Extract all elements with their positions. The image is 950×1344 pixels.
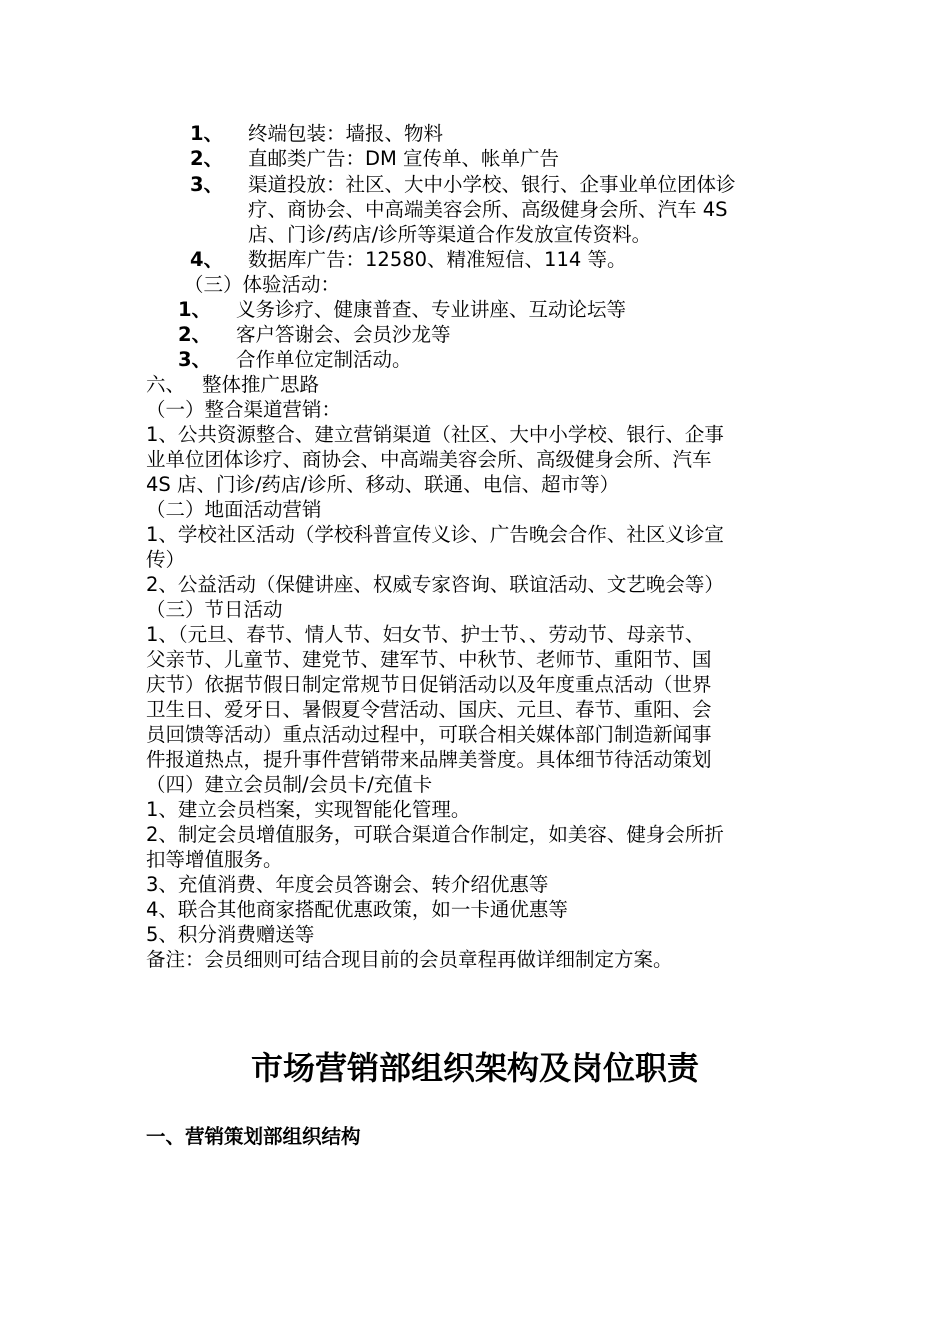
- heading-number: 六、: [146, 373, 186, 396]
- item-text-line: 店、门诊/药店/诊所等渠道合作发放宣传资料。: [248, 223, 652, 246]
- paragraph-line: 1、建立会员档案，实现智能化管理。: [146, 798, 471, 821]
- item-text: 终端包装：墙报、物料: [248, 122, 444, 145]
- paragraph-line: 员回馈等活动）重点活动过程中，可联合相关媒体部门制造新闻事: [146, 723, 712, 746]
- paragraph-line: 件报道热点，提升事件营销带来品牌美誉度。具体细节待活动策划: [146, 748, 712, 771]
- subheading-3: （三）节日活动: [146, 598, 283, 621]
- paragraph-line: 2、公益活动（保健讲座、权威专家咨询、联谊活动、文艺晚会等）: [146, 573, 724, 596]
- item-number: 2、: [178, 323, 212, 346]
- paragraph-line: 5、积分消费赠送等: [146, 923, 315, 946]
- paragraph-line: 2、制定会员增值服务，可联合渠道合作制定，如美容、健身会所折: [146, 823, 724, 846]
- paragraph-line: 庆节）依据节假日制定常规节日促销活动以及年度重点活动（世界: [146, 673, 712, 696]
- item-text: 义务诊疗、健康普查、专业讲座、互动论坛等: [236, 298, 627, 321]
- paragraph-line: 业单位团体诊疗、商协会、中高端美容会所、高级健身会所、汽车: [146, 448, 712, 471]
- heading-text: 整体推广思路: [202, 373, 320, 396]
- subheading-4: （四）建立会员制/会员卡/充值卡: [146, 773, 433, 796]
- item-number: 4、: [190, 248, 224, 271]
- paragraph-line: 扣等增值服务。: [146, 848, 283, 871]
- item-text: 合作单位定制活动。: [236, 348, 412, 371]
- item-number: 3、: [178, 348, 212, 371]
- item-text: 数据库广告：12580、精准短信、114 等。: [248, 248, 627, 271]
- item-number: 3、: [190, 173, 224, 196]
- paragraph-line: 4S 店、门诊/药店/诊所、移动、联通、电信、超市等）: [146, 473, 620, 496]
- note-line: 备注：会员细则可结合现目前的会员章程再做详细制定方案。: [146, 948, 673, 971]
- paragraph-line: 1、（元旦、春节、情人节、妇女节、护士节、、劳动节、母亲节、: [146, 623, 705, 646]
- heading-text: （三）体验活动：: [184, 273, 341, 296]
- paragraph-line: 父亲节、儿童节、建党节、建军节、中秋节、老师节、重阳节、国: [146, 648, 712, 671]
- document-title: 市场营销部组织架构及岗位职责: [250, 1049, 699, 1087]
- paragraph-line: 1、公共资源整合、建立营销渠道（社区、大中小学校、银行、企事: [146, 423, 724, 446]
- subheading-1: （一）整合渠道营销：: [146, 398, 342, 421]
- paragraph-line: 3、充值消费、年度会员答谢会、转介绍优惠等: [146, 873, 549, 896]
- item-text-line: 疗、商协会、中高端美容会所、高级健身会所、汽车 4S: [248, 198, 728, 221]
- item-text-line: 渠道投放：社区、大中小学校、银行、企事业单位团体诊: [248, 173, 736, 196]
- item-number: 1、: [190, 122, 224, 145]
- item-text: 客户答谢会、会员沙龙等: [236, 323, 451, 346]
- section1-heading: 一、营销策划部组织结构: [146, 1125, 361, 1148]
- subheading-2: （二）地面活动营销: [146, 498, 322, 521]
- paragraph-line: 卫生日、爱牙日、暑假夏令营活动、国庆、元旦、春节、重阳、会: [146, 698, 712, 721]
- item-text: 直邮类广告：DM 宣传单、帐单广告: [248, 147, 560, 170]
- paragraph-line: 4、联合其他商家搭配优惠政策，如一卡通优惠等: [146, 898, 568, 921]
- item-number: 2、: [190, 147, 224, 170]
- paragraph-line: 1、学校社区活动（学校科普宣传义诊、广告晚会合作、社区义诊宣: [146, 523, 724, 546]
- item-number: 1、: [178, 298, 212, 321]
- paragraph-line: 传）: [146, 548, 186, 571]
